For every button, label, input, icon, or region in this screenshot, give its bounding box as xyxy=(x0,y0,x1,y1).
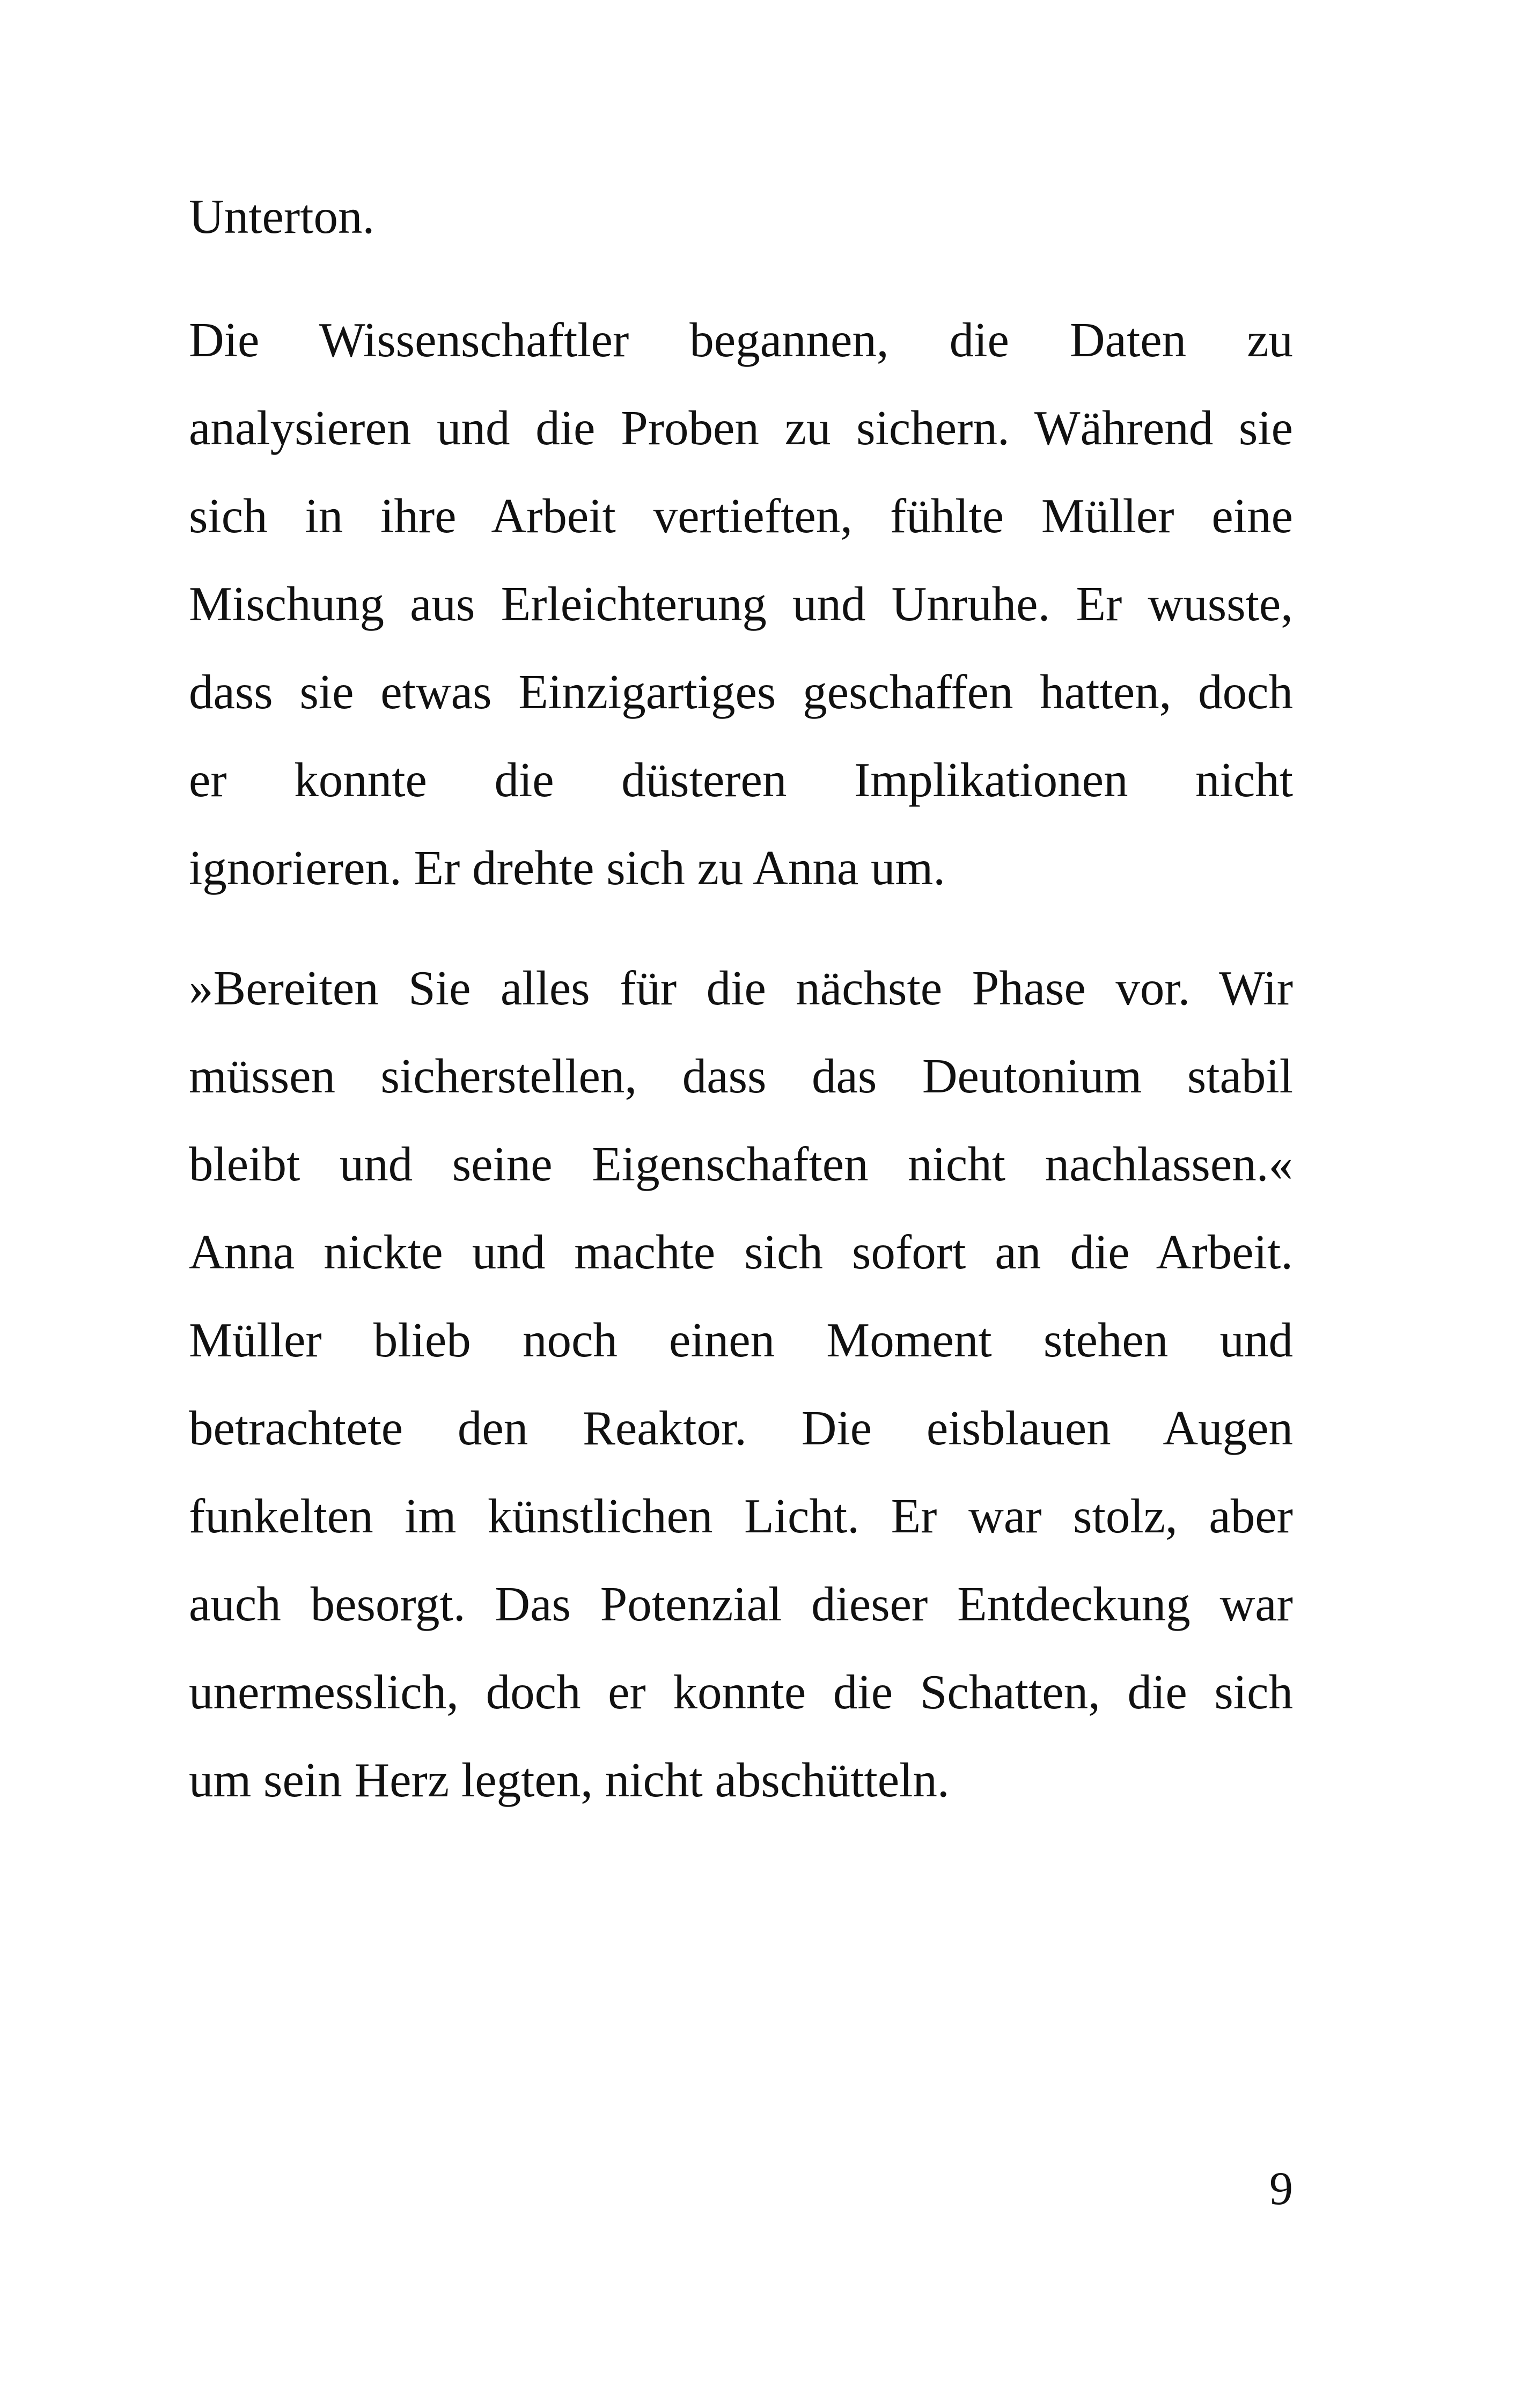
text-line: sich in ihre Arbeit vertieften, fühlte Müller eine xyxy=(189,489,1293,543)
text-line: bleibt und seine Eigenschaften nicht nachlassen.« xyxy=(189,1137,1293,1191)
text-line: Anna nickte und machte sich sofort an die Arbeit. xyxy=(189,1225,1293,1279)
text-line: Unterton. xyxy=(189,189,375,244)
page-body xyxy=(189,173,1293,1824)
text-line: Die Wissenschaftler begannen, die Daten zu xyxy=(189,313,1293,367)
text-line: analysieren und die Proben zu sichern. Während sie xyxy=(189,401,1293,455)
text-line: müssen sicherstellen, dass das Deutonium stabil xyxy=(189,1049,1293,1103)
text-line: ignorieren. Er drehte sich zu Anna um. xyxy=(189,841,946,895)
text-line: Mischung aus Erleichterung und Unruhe. Er wusste, xyxy=(189,577,1293,631)
text-line: funkelten im künstlichen Licht. Er war stolz, aber xyxy=(189,1489,1293,1543)
text-line: er konnte die düsteren Implikationen nicht xyxy=(189,753,1293,807)
text-line: unermesslich, doch er konnte die Schatten, die sich xyxy=(189,1665,1293,1719)
paragraph-2 xyxy=(189,296,1293,912)
text-line: betrachtete den Reaktor. Die eisblauen Augen xyxy=(189,1401,1293,1455)
text-line: dass sie etwas Einzigartiges geschaffen hatten, doch xyxy=(189,665,1293,719)
paragraph-3 xyxy=(189,944,1293,1824)
page-number: 9 xyxy=(1269,2163,1293,2215)
text-line: »Bereiten Sie alles für die nächste Phase vor. Wir xyxy=(189,961,1293,1015)
paragraph-1 xyxy=(189,173,1293,261)
text-line: Müller blieb noch einen Moment stehen und xyxy=(189,1313,1293,1367)
text-line: auch besorgt. Das Potenzial dieser Entdeckung war xyxy=(189,1577,1293,1631)
text-line: um sein Herz legten, nicht abschütteln. xyxy=(189,1753,950,1807)
